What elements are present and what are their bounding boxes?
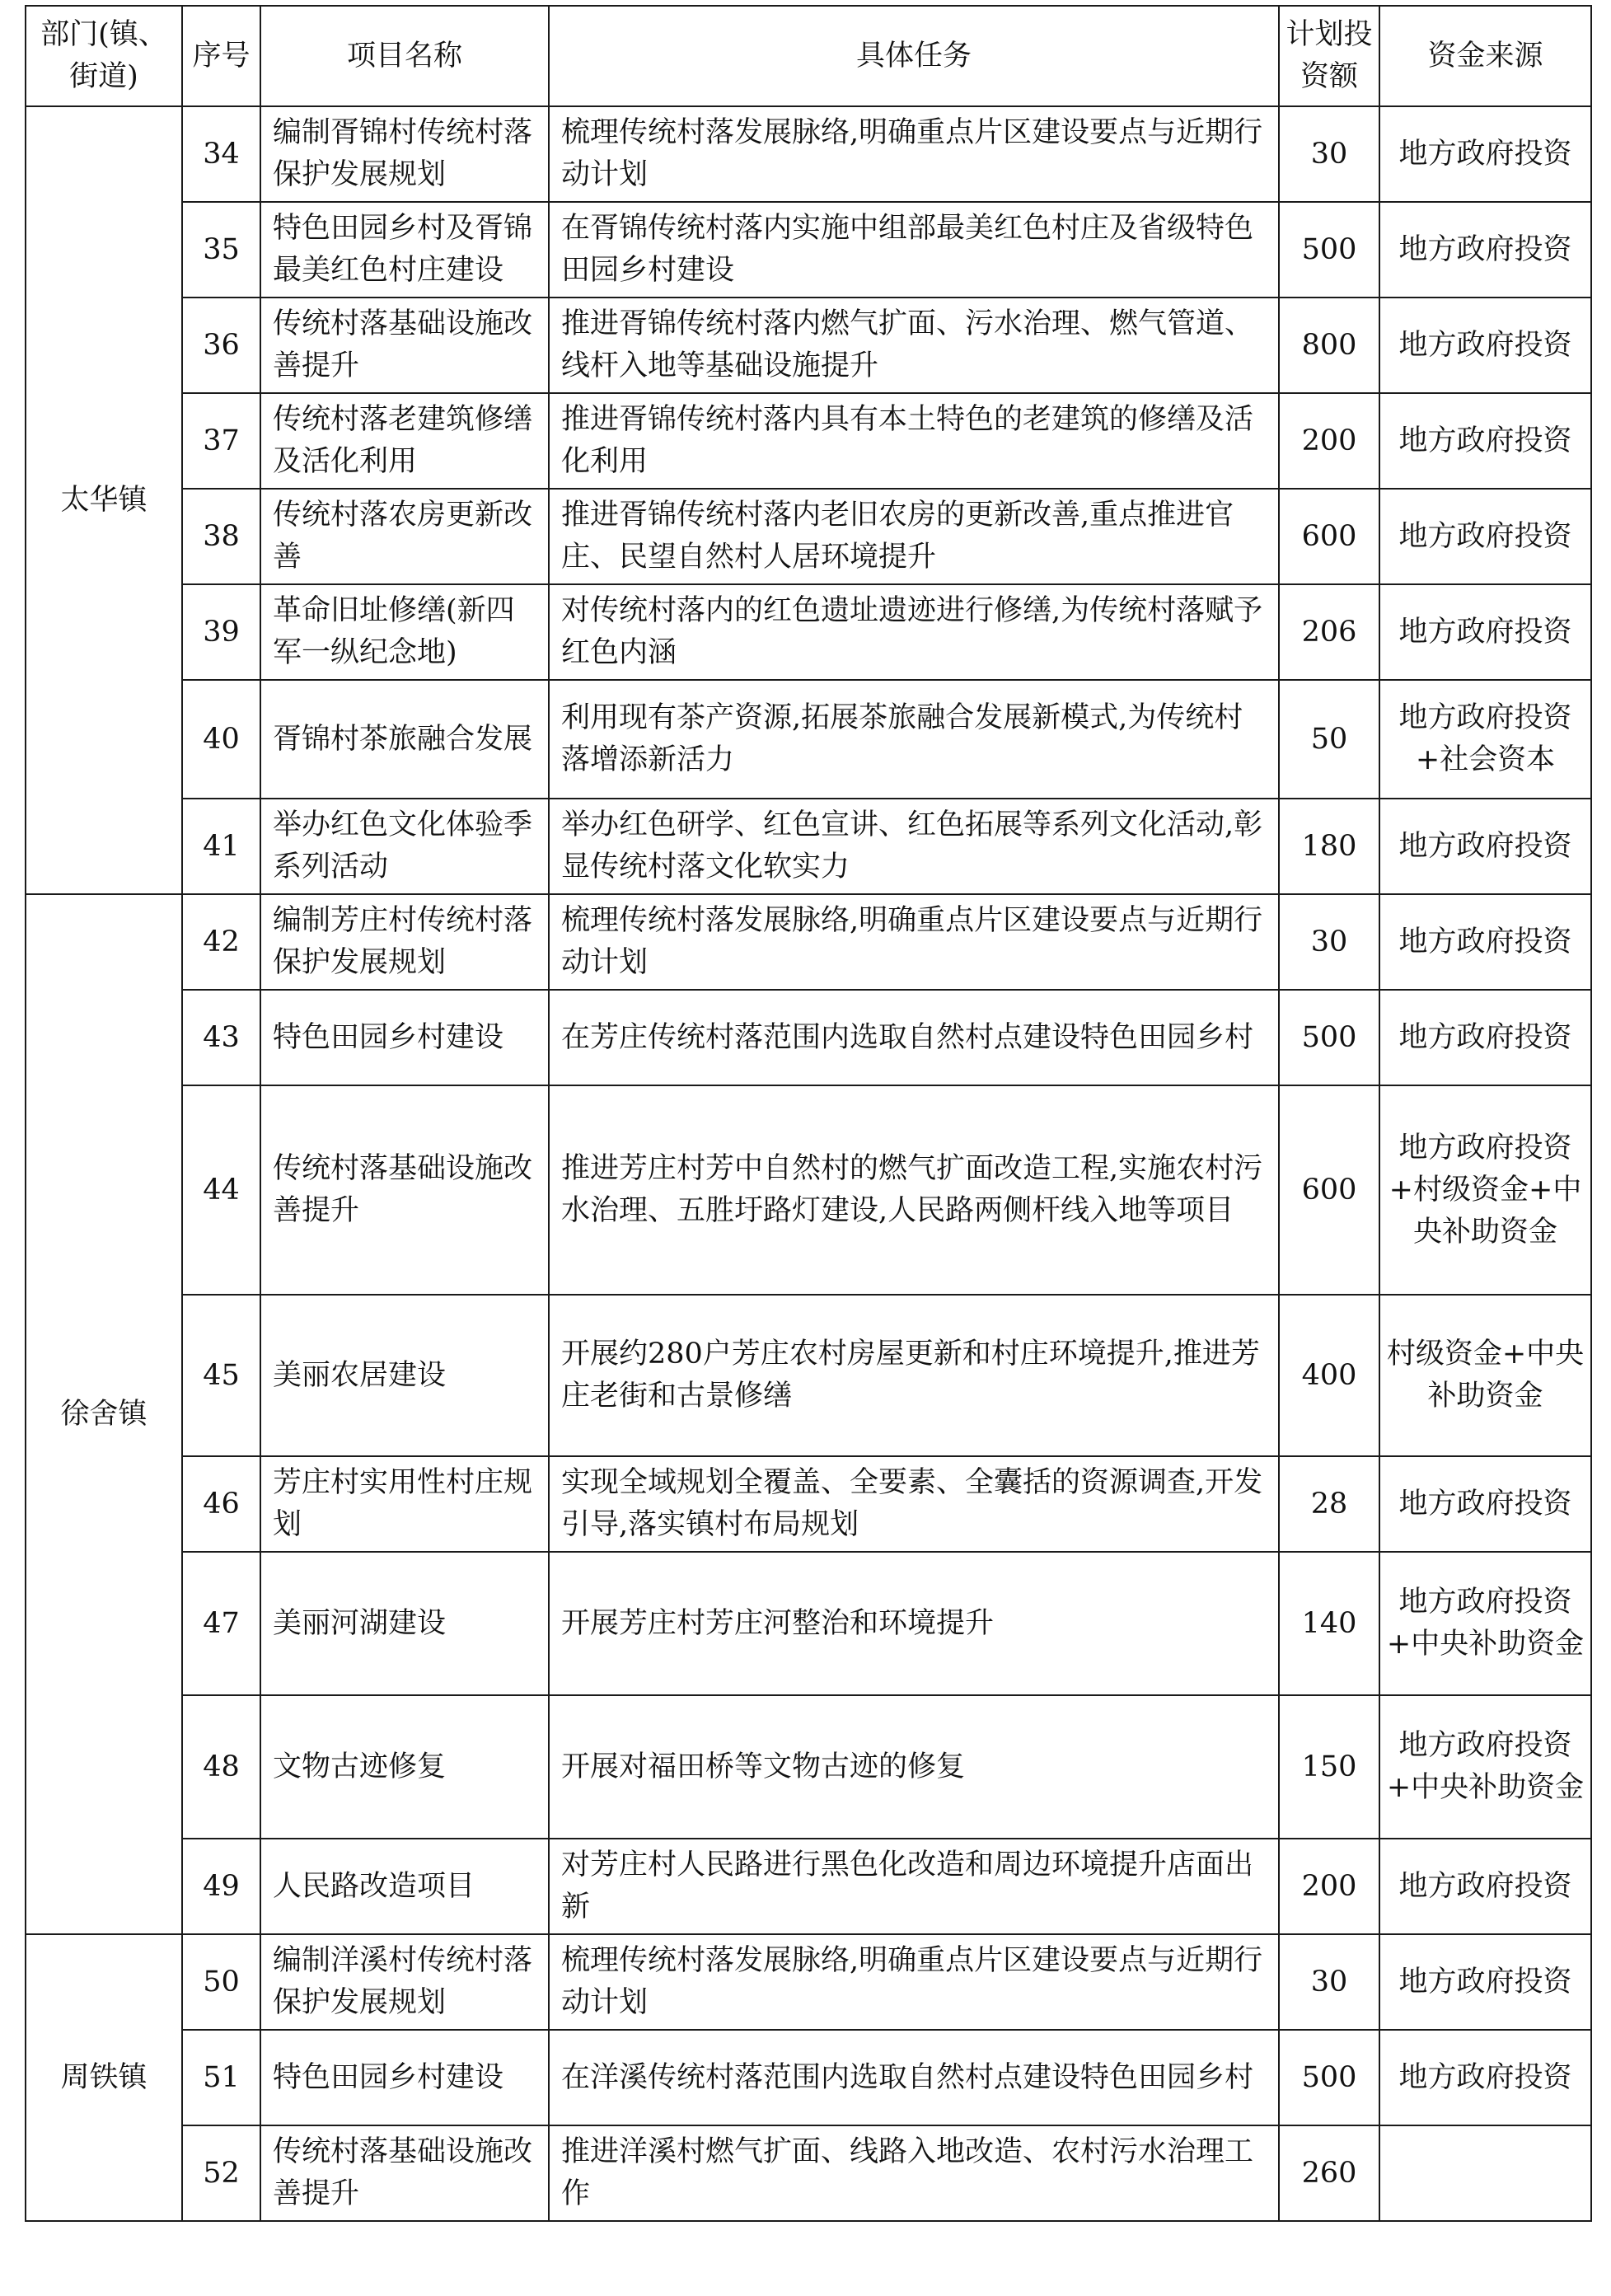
header-dept: 部门(镇、街道) (26, 6, 182, 106)
seq-cell: 44 (182, 1085, 260, 1295)
seq-cell: 48 (182, 1695, 260, 1839)
name-cell: 美丽河湖建设 (260, 1552, 549, 1695)
name-cell: 芳庄村实用性村庄规划 (260, 1456, 549, 1552)
task-cell: 梳理传统村落发展脉络,明确重点片区建设要点与近期行动计划 (549, 106, 1279, 202)
seq-cell: 37 (182, 393, 260, 489)
table-row (26, 799, 1591, 894)
source-cell: 地方政府投资 (1379, 298, 1591, 393)
name-cell: 传统村落老建筑修缮及活化利用 (260, 393, 549, 489)
name-cell: 传统村落基础设施改善提升 (260, 2125, 549, 2221)
task-cell: 举办红色研学、红色宣讲、红色拓展等系列文化活动,彰显传统村落文化软实力 (549, 799, 1279, 894)
task-cell: 推进胥锦传统村落内老旧农房的更新改善,重点推进官庄、民望自然村人居环境提升 (549, 489, 1279, 584)
source-cell: 地方政府投资 (1379, 202, 1591, 298)
task-cell: 在洋溪传统村落范围内选取自然村点建设特色田园乡村 (549, 2030, 1279, 2125)
source-cell: 地方政府投资+中央补助资金 (1379, 1695, 1591, 1839)
task-cell: 梳理传统村落发展脉络,明确重点片区建设要点与近期行动计划 (549, 894, 1279, 990)
seq-cell: 41 (182, 799, 260, 894)
name-cell: 传统村落农房更新改善 (260, 489, 549, 584)
table-row (26, 2030, 1591, 2125)
source-cell: 地方政府投资 (1379, 106, 1591, 202)
name-cell: 编制芳庄村传统村落保护发展规划 (260, 894, 549, 990)
header-amount: 计划投资额 (1279, 6, 1379, 106)
amount-cell: 200 (1279, 393, 1379, 489)
seq-cell: 40 (182, 680, 260, 799)
table-row (26, 106, 1591, 202)
name-cell: 革命旧址修缮(新四军一纵纪念地) (260, 584, 549, 680)
name-cell: 美丽农居建设 (260, 1295, 549, 1456)
table-row (26, 202, 1591, 298)
task-cell: 推进芳庄村芳中自然村的燃气扩面改造工程,实施农村污水治理、五胜圩路灯建设,人民路两侧杆线入地等项目 (549, 1085, 1279, 1295)
amount-cell: 30 (1279, 1934, 1379, 2030)
seq-cell: 47 (182, 1552, 260, 1695)
amount-cell: 500 (1279, 202, 1379, 298)
seq-cell: 52 (182, 2125, 260, 2221)
name-cell: 特色田园乡村及胥锦最美红色村庄建设 (260, 202, 549, 298)
table-row (26, 584, 1591, 680)
amount-cell: 30 (1279, 894, 1379, 990)
seq-cell: 38 (182, 489, 260, 584)
amount-cell: 206 (1279, 584, 1379, 680)
amount-cell: 150 (1279, 1695, 1379, 1839)
seq-cell: 34 (182, 106, 260, 202)
source-cell: 地方政府投资 (1379, 799, 1591, 894)
amount-cell: 180 (1279, 799, 1379, 894)
task-cell: 推进胥锦传统村落内燃气扩面、污水治理、燃气管道、线杆入地等基础设施提升 (549, 298, 1279, 393)
source-cell: 地方政府投资 (1379, 2030, 1591, 2125)
source-cell: 地方政府投资 (1379, 489, 1591, 584)
table-row (26, 489, 1591, 584)
table-row (26, 1695, 1591, 1839)
seq-cell: 50 (182, 1934, 260, 2030)
source-cell: 地方政府投资 (1379, 1934, 1591, 2030)
task-cell: 推进胥锦传统村落内具有本土特色的老建筑的修缮及活化利用 (549, 393, 1279, 489)
seq-cell: 39 (182, 584, 260, 680)
header-task: 具体任务 (549, 6, 1279, 106)
task-cell: 开展对福田桥等文物古迹的修复 (549, 1695, 1279, 1839)
name-cell: 传统村落基础设施改善提升 (260, 1085, 549, 1295)
header-seq: 序号 (182, 6, 260, 106)
seq-cell: 43 (182, 990, 260, 1085)
table-row (26, 990, 1591, 1085)
amount-cell: 600 (1279, 489, 1379, 584)
dept-cell: 周铁镇 (26, 1934, 182, 2221)
amount-cell: 400 (1279, 1295, 1379, 1456)
source-cell: 地方政府投资 (1379, 584, 1591, 680)
amount-cell: 30 (1279, 106, 1379, 202)
task-cell: 开展约280户芳庄农村房屋更新和村庄环境提升,推进芳庄老街和古景修缮 (549, 1295, 1279, 1456)
name-cell: 编制胥锦村传统村落保护发展规划 (260, 106, 549, 202)
table-row (26, 393, 1591, 489)
task-cell: 在胥锦传统村落内实施中组部最美红色村庄及省级特色田园乡村建设 (549, 202, 1279, 298)
amount-cell: 500 (1279, 990, 1379, 1085)
amount-cell: 260 (1279, 2125, 1379, 2221)
dept-cell: 太华镇 (26, 106, 182, 894)
source-cell: 地方政府投资+村级资金+中央补助资金 (1379, 1085, 1591, 1295)
name-cell: 举办红色文化体验季系列活动 (260, 799, 549, 894)
task-cell: 对芳庄村人民路进行黑色化改造和周边环境提升店面出新 (549, 1839, 1279, 1934)
dept-cell: 徐舍镇 (26, 894, 182, 1934)
source-cell (1379, 2125, 1591, 2221)
table-row (26, 2125, 1591, 2221)
task-cell: 利用现有茶产资源,拓展茶旅融合发展新模式,为传统村落增添新活力 (549, 680, 1279, 799)
source-cell: 地方政府投资 (1379, 990, 1591, 1085)
table-row (26, 298, 1591, 393)
task-cell: 对传统村落内的红色遗址遗迹进行修缮,为传统村落赋予红色内涵 (549, 584, 1279, 680)
amount-cell: 800 (1279, 298, 1379, 393)
amount-cell: 500 (1279, 2030, 1379, 2125)
table-row (26, 1839, 1591, 1934)
name-cell: 人民路改造项目 (260, 1839, 549, 1934)
table-row (26, 1456, 1591, 1552)
table-row (26, 894, 1591, 990)
seq-cell: 35 (182, 202, 260, 298)
seq-cell: 46 (182, 1456, 260, 1552)
source-cell: 地方政府投资 (1379, 393, 1591, 489)
seq-cell: 51 (182, 2030, 260, 2125)
name-cell: 特色田园乡村建设 (260, 990, 549, 1085)
seq-cell: 49 (182, 1839, 260, 1934)
seq-cell: 45 (182, 1295, 260, 1456)
source-cell: 地方政府投资+社会资本 (1379, 680, 1591, 799)
amount-cell: 28 (1279, 1456, 1379, 1552)
name-cell: 编制洋溪村传统村落保护发展规划 (260, 1934, 549, 2030)
task-cell: 开展芳庄村芳庄河整治和环境提升 (549, 1552, 1279, 1695)
header-source: 资金来源 (1379, 6, 1591, 106)
name-cell: 文物古迹修复 (260, 1695, 549, 1839)
seq-cell: 42 (182, 894, 260, 990)
table-row (26, 1552, 1591, 1695)
amount-cell: 50 (1279, 680, 1379, 799)
table-row (26, 680, 1591, 799)
name-cell: 特色田园乡村建设 (260, 2030, 549, 2125)
task-cell: 在芳庄传统村落范围内选取自然村点建设特色田园乡村 (549, 990, 1279, 1085)
table-row (26, 1934, 1591, 2030)
source-cell: 村级资金+中央补助资金 (1379, 1295, 1591, 1456)
source-cell: 地方政府投资 (1379, 1456, 1591, 1552)
header-name: 项目名称 (260, 6, 549, 106)
task-cell: 梳理传统村落发展脉络,明确重点片区建设要点与近期行动计划 (549, 1934, 1279, 2030)
seq-cell: 36 (182, 298, 260, 393)
source-cell: 地方政府投资 (1379, 894, 1591, 990)
amount-cell: 600 (1279, 1085, 1379, 1295)
name-cell: 传统村落基础设施改善提升 (260, 298, 549, 393)
table-row (26, 1085, 1591, 1295)
task-cell: 推进洋溪村燃气扩面、线路入地改造、农村污水治理工作 (549, 2125, 1279, 2221)
project-table (25, 5, 1592, 2222)
name-cell: 胥锦村茶旅融合发展 (260, 680, 549, 799)
table-row (26, 1295, 1591, 1456)
header-row (26, 6, 1591, 106)
task-cell: 实现全域规划全覆盖、全要素、全囊括的资源调查,开发引导,落实镇村布局规划 (549, 1456, 1279, 1552)
amount-cell: 140 (1279, 1552, 1379, 1695)
source-cell: 地方政府投资 (1379, 1839, 1591, 1934)
amount-cell: 200 (1279, 1839, 1379, 1934)
source-cell: 地方政府投资+中央补助资金 (1379, 1552, 1591, 1695)
